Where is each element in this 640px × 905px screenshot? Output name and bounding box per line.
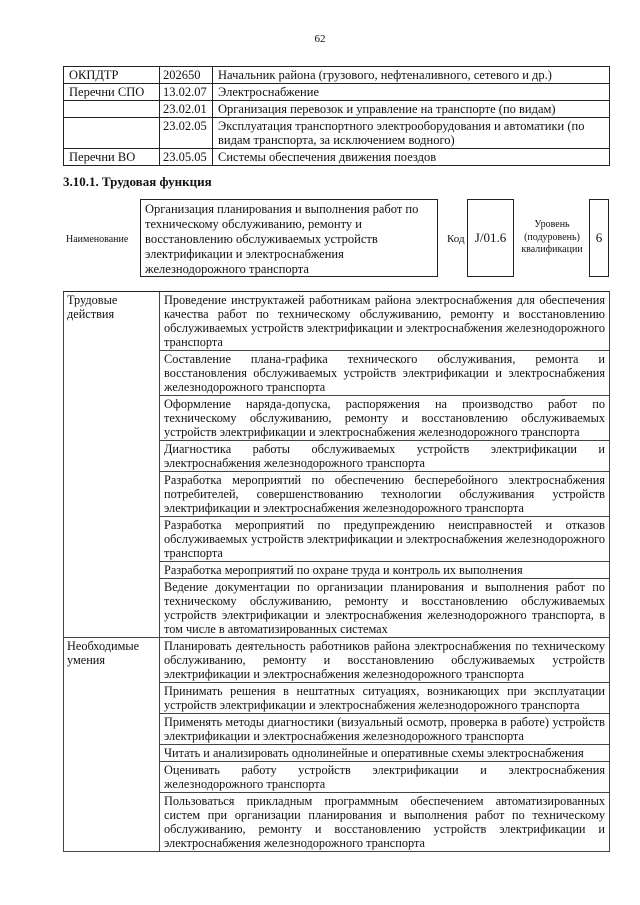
codes-table-row: [64, 149, 610, 166]
name-cell: Системы обеспечения движения поездов: [213, 149, 610, 166]
codes-table-row: [64, 67, 610, 84]
function-details-table: [63, 291, 610, 852]
labor-action-row: [64, 292, 610, 351]
required-skill-item: Оценивать работу устройств электрификации и электроснабжения железнодорожного транспорта: [160, 762, 610, 793]
qualification-level: 6: [589, 199, 609, 277]
function-code: J/01.6: [467, 199, 514, 277]
required-skill-item: Планировать деятельность работников района электроснабжения по техническому обслуживанию, ремонту и восстановлению обслуживаемых устройств электрификации и электроснабжения железнодорожного транспорта: [160, 638, 610, 683]
required-skill-item: Применять методы диагностики (визуальный осмотр, проверка в работе) устройств электрификации и электроснабжения железнодорожного транспорта: [160, 714, 610, 745]
required-skill-item: Принимать решения в нештатных ситуациях, возникающих при эксплуатации устройств электрификации и электроснабжения железнодорожного транспорта: [160, 683, 610, 714]
codes-table-row: [64, 101, 610, 118]
name-cell: Начальник района (грузового, нефтеналивного, сетевого и др.): [213, 67, 610, 84]
required-skill-item: Пользоваться прикладным программным обеспечением автоматизированных систем при организации планирования и выполнения работ по техническому обслуживанию, ремонту и восстановлению устройств электрификации и электроснабжения железнодорожного транспорта: [160, 793, 610, 852]
page-number: 62: [314, 33, 326, 45]
codes-table-row: [64, 118, 610, 149]
name-cell: Организация перевозок и управление на транспорте (по видам): [213, 101, 610, 118]
labor-action-item: Ведение документации по организации планирования и выполнения работ по техническому обслуживанию, ремонту и восстановлению обслуживаемых устройств электрификации и электроснабжения железнодорожного транспорта, в том числе в автоматизированных системах: [160, 579, 610, 638]
classifier-cell: ОКПДТР: [64, 67, 160, 84]
codes-table: [63, 66, 610, 166]
required-skill-label: Необходимые умения: [64, 638, 160, 852]
labor-action-item: Диагностика работы обслуживаемых устройств электрификации и электроснабжения железнодорожного транспорта: [160, 441, 610, 472]
classifier-cell: Перечни СПО: [64, 84, 160, 101]
qualification-level-label: Уровень (подуровень) квалификации: [521, 219, 583, 255]
name-cell: Эксплуатация транспортного электрооборудования и автоматики (по видам транспорта, за исключением водного): [213, 118, 610, 149]
code-cell: 202650: [160, 67, 213, 84]
code-cell: 23.05.05: [160, 149, 213, 166]
codes-table-row: [64, 84, 610, 101]
labor-action-item: Проведение инструктажей работникам района электроснабжения для обеспечения качества работ по техническому обслуживанию, ремонту и восстановлению обслуживаемых устройств электрификации и электроснабжения железнодорожного транспорта: [160, 292, 610, 351]
classifier-cell: Перечни ВО: [64, 149, 160, 166]
labor-action-item: Разработка мероприятий по охране труда и контроль их выполнения: [160, 562, 610, 579]
required-skill-item: Читать и анализировать однолинейные и оперативные схемы электроснабжения: [160, 745, 610, 762]
required-skill-row: [64, 638, 610, 683]
labor-action-label: Трудовые действия: [64, 292, 160, 638]
labor-action-item: Составление плана-графика технического обслуживания, ремонта и восстановления обслуживаемых устройств электрификации и электроснабжения железнодорожного транспорта: [160, 351, 610, 396]
section-heading: 3.10.1. Трудовая функция: [63, 174, 212, 189]
name-cell: Электроснабжение: [213, 84, 610, 101]
code-cell: 23.02.01: [160, 101, 213, 118]
name-label: Наименование: [66, 234, 129, 245]
classifier-cell: [64, 101, 160, 118]
labor-action-item: Разработка мероприятий по предупреждению неисправностей и отказов обслуживаемых устройств электрификации и электроснабжения железнодорожного транспорта: [160, 517, 610, 562]
code-cell: 13.02.07: [160, 84, 213, 101]
classifier-cell: [64, 118, 160, 149]
labor-action-item: Оформление наряда-допуска, распоряжения на производство работ по техническому обслуживанию, ремонту и восстановлению обслуживаемых устройств электрификации и электроснабжения железнодорожного транспорта: [160, 396, 610, 441]
code-cell: 23.02.05: [160, 118, 213, 149]
labor-action-item: Разработка мероприятий по обеспечению бесперебойного электроснабжения потребителей, совершенствованию технологии обслуживания устройств электрификации и электроснабжения железнодорожного транспорта: [160, 472, 610, 517]
code-label: Код: [447, 233, 465, 245]
function-name: Организация планирования и выполнения работ по техническому обслуживанию, ремонту и восстановлению обслуживаемых устройств электрификации и электроснабжения железнодорожного транспорта: [140, 199, 438, 277]
